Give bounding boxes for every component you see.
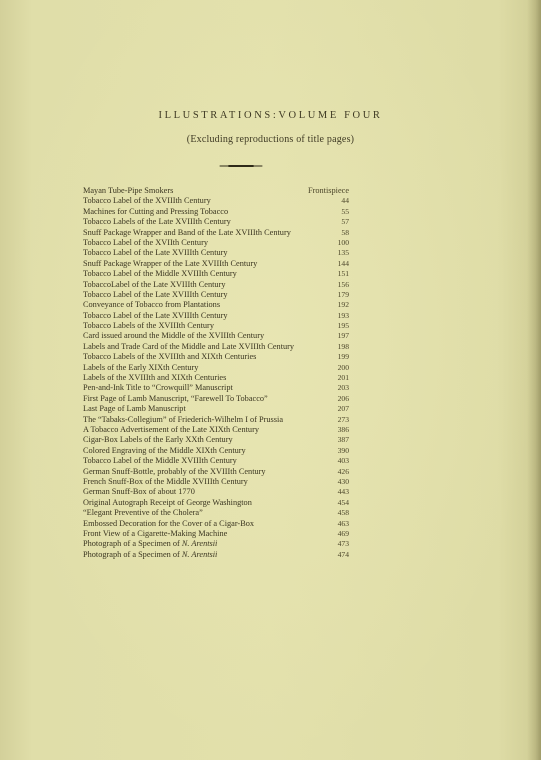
illustration-title: Cigar-Box Labels of the Early XXth Century	[83, 435, 233, 445]
page-number: 469	[337, 528, 349, 538]
illustration-entry	[83, 539, 349, 549]
illustration-title: Machines for Cutting and Pressing Tobacco	[83, 206, 229, 216]
illustration-entry	[83, 529, 349, 539]
illustration-title: Tobacco Labels of the XVIIIth and XIXth Centuries	[83, 352, 257, 362]
illustration-title: Tobacco Labels of the XVIIIth Century	[83, 321, 214, 331]
illustration-entry	[83, 321, 349, 331]
illustration-title: French Snuff-Box of the Middle XVIIIth Century	[83, 476, 248, 486]
illustration-entry	[83, 404, 349, 414]
illustration-entry	[83, 394, 349, 404]
illustration-entry	[83, 331, 349, 341]
illustration-entry	[83, 519, 349, 529]
page-number: 44	[341, 196, 349, 206]
illustration-title: Tobacco Label of the Late XVIIIth Century	[83, 310, 228, 320]
page-number: 390	[337, 445, 349, 455]
page-number: 135	[337, 248, 349, 258]
illustration-entry	[83, 498, 349, 508]
page-number: 156	[337, 279, 349, 289]
page-number: 203	[337, 383, 349, 393]
illustration-entry	[83, 508, 349, 518]
illustration-entry	[83, 425, 349, 435]
page-number: 273	[337, 414, 349, 424]
illustrations-list	[83, 186, 349, 560]
species-name: N. Arentsii	[181, 549, 218, 559]
page-number: 151	[337, 269, 349, 279]
page-number: 144	[337, 258, 349, 268]
page-number: 58	[341, 227, 349, 237]
page-number: 207	[337, 404, 349, 414]
illustration-entry	[83, 300, 349, 310]
page-number: 199	[337, 352, 349, 362]
illustration-title: Labels of the XVIIIth and XIXth Centuries	[83, 373, 227, 383]
illustration-title: Labels and Trade Card of the Middle and Late XVIIIth Century	[83, 341, 295, 351]
illustration-title: Tobacco Label of the Middle XVIIIth Century	[83, 269, 237, 279]
illustration-title: TobaccoLabel of the Late XVIIIth Century	[83, 279, 226, 289]
illustration-entry	[83, 311, 349, 321]
illustration-title: Last Page of Lamb Manuscript	[83, 404, 186, 414]
illustration-entry	[83, 186, 349, 196]
page-number: 200	[337, 362, 349, 372]
illustration-title: Tobacco Label of the Middle XVIIIth Century	[83, 456, 237, 466]
illustration-title: Photograph of a Specimen of N. Arentsii	[83, 549, 218, 559]
illustration-title: Tobacco Label of the XVIIIth Century	[83, 196, 211, 206]
illustration-entry	[83, 269, 349, 279]
illustration-entry	[83, 228, 349, 238]
page-number: 474	[337, 549, 349, 559]
page-number: 195	[337, 321, 349, 331]
illustration-entry	[83, 477, 349, 487]
page-number: 206	[337, 393, 349, 403]
page-number: 386	[337, 424, 349, 434]
page-title: ILLUSTRATIONS:VOLUME FOUR	[158, 110, 383, 121]
illustration-title: Pen-and-Ink Title to “Crowquill” Manuscript	[83, 383, 233, 393]
illustration-title: Tobacco Label of the Late XVIIIth Century	[83, 248, 228, 258]
illustration-title: Original Autograph Receipt of George Washington	[83, 497, 252, 507]
page-number: 387	[337, 435, 349, 445]
page-number: 426	[337, 466, 349, 476]
illustration-title: Labels of the Early XIXth Century	[83, 362, 199, 372]
illustration-title: Photograph of a Specimen of N. Arentsii	[83, 539, 218, 549]
page-number: 100	[337, 237, 349, 247]
illustration-title: Embossed Decoration for the Cover of a Cigar-Box	[83, 518, 255, 528]
illustration-entry	[83, 383, 349, 393]
page-number: 403	[337, 456, 349, 466]
page-number: 454	[337, 497, 349, 507]
illustration-title: Tobacco Label of the XVIIth Century	[83, 237, 208, 247]
illustration-entry	[83, 373, 349, 383]
page-number: 55	[341, 206, 349, 216]
illustration-title: Snuff Package Wrapper and Band of the Late XVIIIth Century	[83, 227, 291, 237]
illustration-title: First Page of Lamb Manuscript, “Farewell To Tobacco”	[83, 393, 268, 403]
ornament-divider	[216, 164, 266, 167]
page-number: 197	[337, 331, 349, 341]
illustration-entry	[83, 435, 349, 445]
illustration-title: Tobacco Label of the Late XVIIIth Century	[83, 289, 228, 299]
illustration-title: Tobacco Labels of the Late XVIIIth Century	[83, 217, 231, 227]
page-number: 473	[337, 539, 349, 549]
page-number: 198	[337, 341, 349, 351]
illustration-title: Conveyance of Tobacco from Plantations	[83, 300, 221, 310]
illustration-title: German Snuff-Box of about 1770	[83, 487, 195, 497]
page-number: 430	[337, 476, 349, 486]
page-number: Frontispiece	[307, 186, 349, 195]
illustration-title: The “Tabaks-Collegium” of Friederich-Wilhelm I of Prussia	[83, 414, 283, 424]
illustration-title: Snuff Package Wrapper of the Late XVIIIth Century	[83, 258, 258, 268]
page-number: 57	[341, 217, 349, 227]
illustration-title: German Snuff-Bottle, probably of the XVIIIth Century	[83, 466, 266, 476]
page-number: 192	[337, 300, 349, 310]
illustration-title: Card issued around the Middle of the XVIIIth Century	[83, 331, 265, 341]
illustration-title: Front View of a Cigarette-Making Machine	[83, 528, 228, 538]
page-number: 463	[337, 518, 349, 528]
illustration-entry	[83, 280, 349, 290]
illustration-entry	[83, 467, 349, 477]
illustration-entry	[83, 290, 349, 300]
illustration-entry	[83, 207, 349, 217]
page-number: 193	[337, 310, 349, 320]
illustration-entry	[83, 446, 349, 456]
illustration-entry	[83, 259, 349, 269]
page-number: 458	[337, 508, 349, 518]
illustration-title: “Elegant Preventive of the Cholera”	[83, 508, 203, 518]
illustration-entry	[83, 363, 349, 373]
illustration-entry	[83, 196, 349, 206]
illustration-entry	[83, 456, 349, 466]
species-name: N. Arentsii	[181, 539, 218, 549]
illustration-entry	[83, 487, 349, 497]
illustration-title: Mayan Tube-Pipe Smokers	[83, 186, 174, 195]
page-number: 179	[337, 289, 349, 299]
illustration-entry	[83, 342, 349, 352]
illustration-title: A Tobacco Advertisement of the Late XIXth Century	[83, 424, 259, 434]
illustration-entry	[83, 415, 349, 425]
page-number: 443	[337, 487, 349, 497]
illustration-entry	[83, 352, 349, 362]
page-number: 201	[337, 373, 349, 383]
illustration-title: Colored Engraving of the Middle XIXth Century	[83, 445, 246, 455]
illustration-entry	[83, 550, 349, 560]
page-subtitle: (Excluding reproductions of title pages)	[186, 134, 355, 145]
illustration-entry	[83, 238, 349, 248]
illustration-entry	[83, 248, 349, 258]
illustration-entry	[83, 217, 349, 227]
